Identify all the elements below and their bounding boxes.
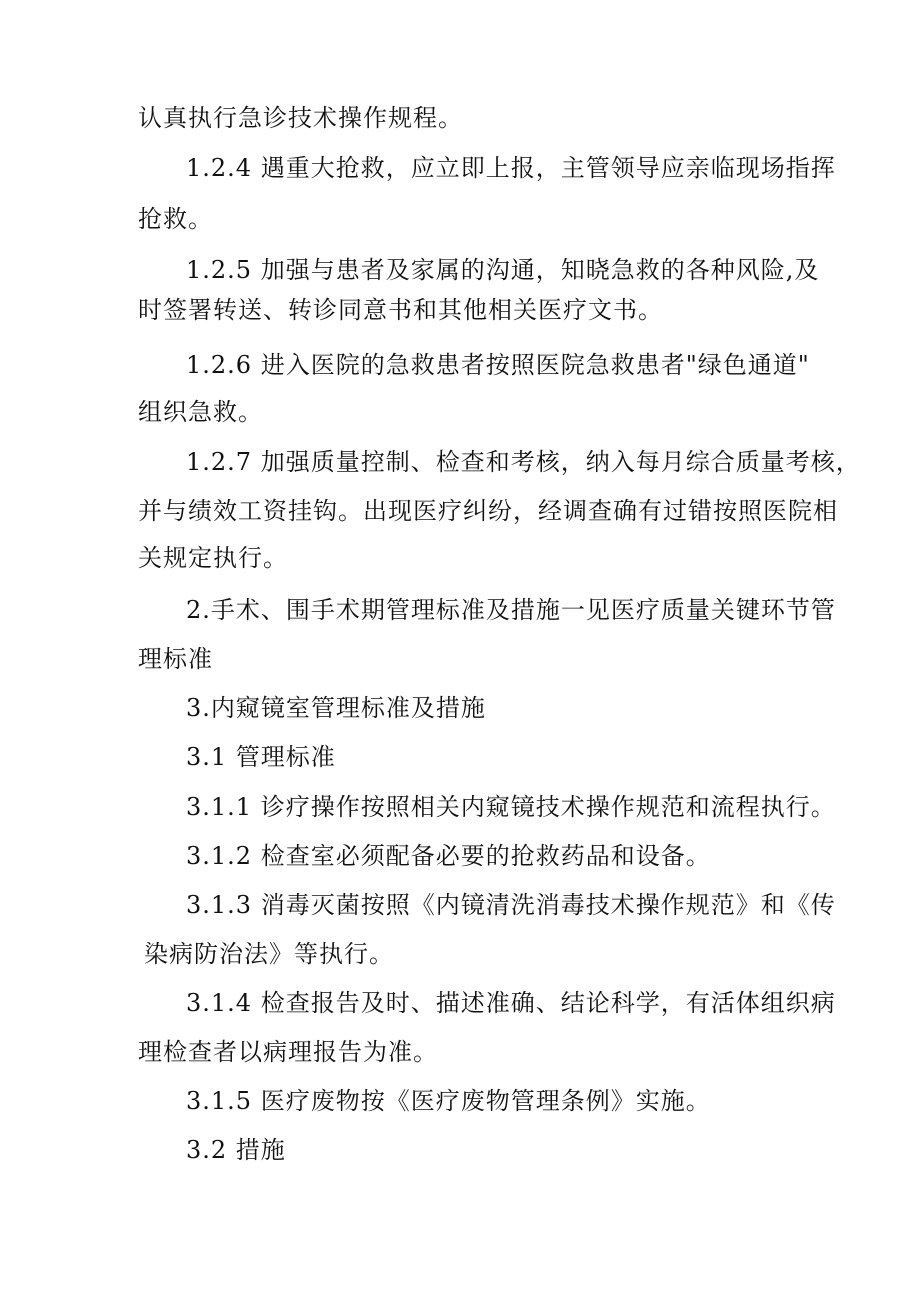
text-line: 并与绩效工资挂钩。出现医疗纠纷，经调查确有过错按照医院相 xyxy=(138,497,838,525)
subsection-heading: 3.1 管理标准 xyxy=(186,743,336,771)
text-line: 抢救。 xyxy=(138,205,213,233)
text-line: 1.2.5 加强与患者及家属的沟通，知晓急救的各种风险,及 xyxy=(186,256,820,284)
text-line: 3.1.5 医疗废物按《医疗废物管理条例》实施。 xyxy=(186,1087,711,1115)
section-heading: 2.手术、围手术期管理标准及措施一见医疗质量关键环节管 xyxy=(186,596,836,624)
text-line: 认真执行急诊技术操作规程。 xyxy=(138,104,463,132)
text-line: 染病防治法》等执行。 xyxy=(144,940,394,968)
text-line: 关规定执行。 xyxy=(138,544,288,572)
text-line: 1.2.4 遇重大抢救，应立即上报，主管领导应亲临现场指挥 xyxy=(186,154,836,182)
text-line: 3.1.1 诊疗操作按照相关内窥镜技术操作规范和流程执行。 xyxy=(186,793,836,821)
text-line: 理检查者以病理报告为准。 xyxy=(138,1038,438,1066)
section-heading: 3.内窥镜室管理标准及措施 xyxy=(186,694,486,722)
text-line: 组织急救。 xyxy=(138,398,263,426)
text-line: 3.1.3 消毒灭菌按照《内镜清洗消毒技术操作规范》和《传 xyxy=(186,891,836,919)
text-line: 3.1.4 检查报告及时、描述准确、结论科学，有活体组织病 xyxy=(186,989,836,1017)
text-line: 1.2.7 加强质量控制、检查和考核，纳入每月综合质量考核， xyxy=(186,448,861,476)
text-line: 3.1.2 检查室必须配备必要的抢救药品和设备。 xyxy=(186,842,711,870)
text-line: 时签署转送、转诊同意书和其他相关医疗文书。 xyxy=(138,296,663,324)
subsection-heading: 3.2 措施 xyxy=(186,1136,286,1164)
text-line: 理标准 xyxy=(138,645,213,673)
text-line: 1.2.6 进入医院的急救患者按照医院急救患者"绿色通道" xyxy=(186,351,810,379)
